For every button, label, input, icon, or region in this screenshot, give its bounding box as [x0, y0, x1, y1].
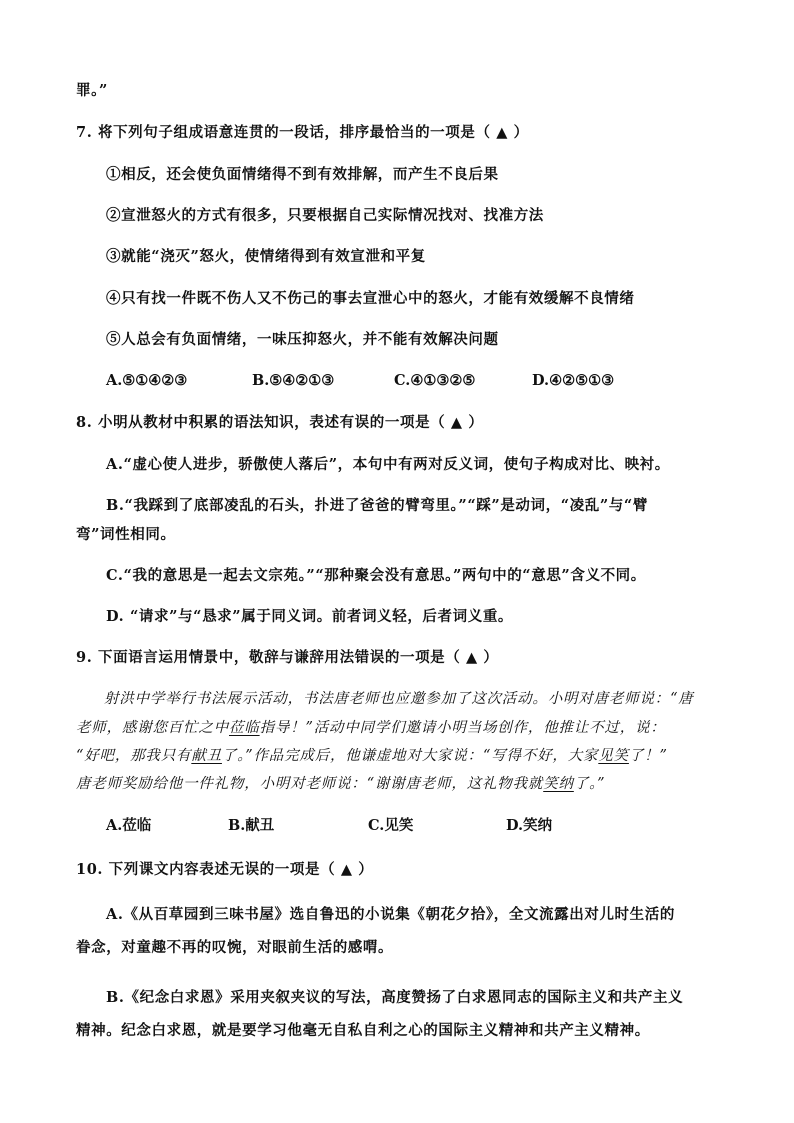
q9-p3-text-c: 了！” — [628, 748, 668, 764]
q9-underlined-xianchou: 献丑 — [191, 748, 222, 764]
q10-option-a-line1[interactable]: A.《从百草园到三味书屋》选自鲁迅的小说集《朝花夕拾》，全文流露出对儿时生活的 — [106, 906, 675, 923]
q7-option-a[interactable]: A.⑤①④②③ — [106, 372, 188, 389]
q7-sentence-1: ①相反，还会使负面情绪得不到有效排解，而产生不良后果 — [106, 166, 499, 183]
q8-option-b-line2: 弯”词性相同。 — [76, 526, 176, 543]
q7-options — [106, 370, 666, 392]
q7-stem: 7. 将下列句子组成语意连贯的一段话，排序最恰当的一项是（ ▲ ） — [76, 124, 529, 141]
q7-sentence-3: ③就能“浇灭”怒火，使情绪得到有效宣泄和平复 — [106, 248, 426, 265]
q9-p2-text-a: 老师，感谢您百忙之中 — [76, 720, 229, 736]
q9-passage-line2 — [76, 717, 666, 739]
q9-underlined-jianxiao: 见笑 — [598, 748, 629, 764]
q8-option-d[interactable]: D. “请求”与“恳求”属于同义词。前者词义轻，后者词义重。 — [106, 608, 514, 625]
q10-option-b-line2: 精神。纪念白求恩，就是要学习他毫无自私自利之心的国际主义精神和共产主义精神。 — [76, 1022, 650, 1039]
q9-passage-line1: 射洪中学举行书法展示活动，书法唐老师也应邀参加了这次活动。小明对唐老师说：“唐 — [104, 691, 694, 707]
q9-stem: 9. 下面语言运用情景中，敬辞与谦辞用法错误的一项是（ ▲ ） — [76, 649, 499, 666]
q9-p3-text-b: 了。”作品完成后，他谦虚地对大家说：“写得不好，大家 — [221, 748, 599, 764]
q9-passage-line3 — [76, 745, 668, 767]
q9-p2-text-b: 指导！”活动中同学们邀请小明当场创作，他推让不过，说： — [259, 720, 666, 736]
q9-options — [106, 815, 626, 837]
q7-sentence-4: ④只有找一件既不伤人又不伤己的事去宣泄心中的怒火，才能有效缓解不良情绪 — [106, 290, 635, 307]
q10-option-a-line2: 眷念，对童趣不再的叹惋，对眼前生活的感喟。 — [76, 939, 394, 956]
previous-fragment: 罪。” — [76, 82, 108, 99]
q8-option-b-line1[interactable]: B.“我踩到了底部凌乱的石头，扑进了爸爸的臂弯里。”“踩”是动词，“凌乱”与“臂 — [106, 497, 648, 514]
q8-option-a[interactable]: A.“虚心使人进步，骄傲使人落后”，本句中有两对反义词，使句子构成对比、映衬。 — [106, 456, 670, 473]
q9-passage-line4 — [76, 773, 605, 795]
q9-p3-text-a: “好吧，那我只有 — [76, 748, 192, 764]
q7-option-b[interactable]: B.⑤④②①③ — [252, 372, 335, 389]
q10-stem: 10. 下列课文内容表述无误的一项是（ ▲ ） — [76, 861, 374, 878]
q9-underlined-lilin: 莅临 — [229, 720, 260, 736]
q8-option-c[interactable]: C.“我的意思是一起去文宗苑。”“那种聚会没有意思。”两句中的“意思”含义不同。 — [106, 567, 646, 584]
q7-option-d[interactable]: D.④②⑤①③ — [532, 372, 615, 389]
q9-p4-text-a: 唐老师奖励给他一件礼物，小明对老师说：“谢谢唐老师，这礼物我就 — [76, 776, 544, 792]
q7-sentence-2: ②宣泄怒火的方式有很多，只要根据自己实际情况找对、找准方法 — [106, 207, 544, 224]
q10-option-b-line1[interactable]: B.《纪念白求恩》采用夹叙夹议的写法，高度赞扬了白求恩同志的国际主义和共产主义 — [106, 989, 684, 1006]
q9-underlined-xiaona: 笑纳 — [543, 776, 574, 792]
q8-stem: 8. 小明从教材中积累的语法知识，表述有误的一项是（ ▲ ） — [76, 414, 484, 431]
q9-option-c[interactable]: C.见笑 — [368, 817, 414, 834]
q9-p4-text-b: 了。” — [573, 776, 606, 792]
q7-sentence-5: ⑤人总会有负面情绪，一味压抑怒火，并不能有效解决问题 — [106, 331, 499, 348]
q9-option-d[interactable]: D.笑纳 — [506, 817, 553, 834]
q7-option-c[interactable]: C.④①③②⑤ — [394, 372, 476, 389]
q9-option-b[interactable]: B.献丑 — [228, 817, 275, 834]
q9-option-a[interactable]: A.莅临 — [106, 817, 152, 834]
